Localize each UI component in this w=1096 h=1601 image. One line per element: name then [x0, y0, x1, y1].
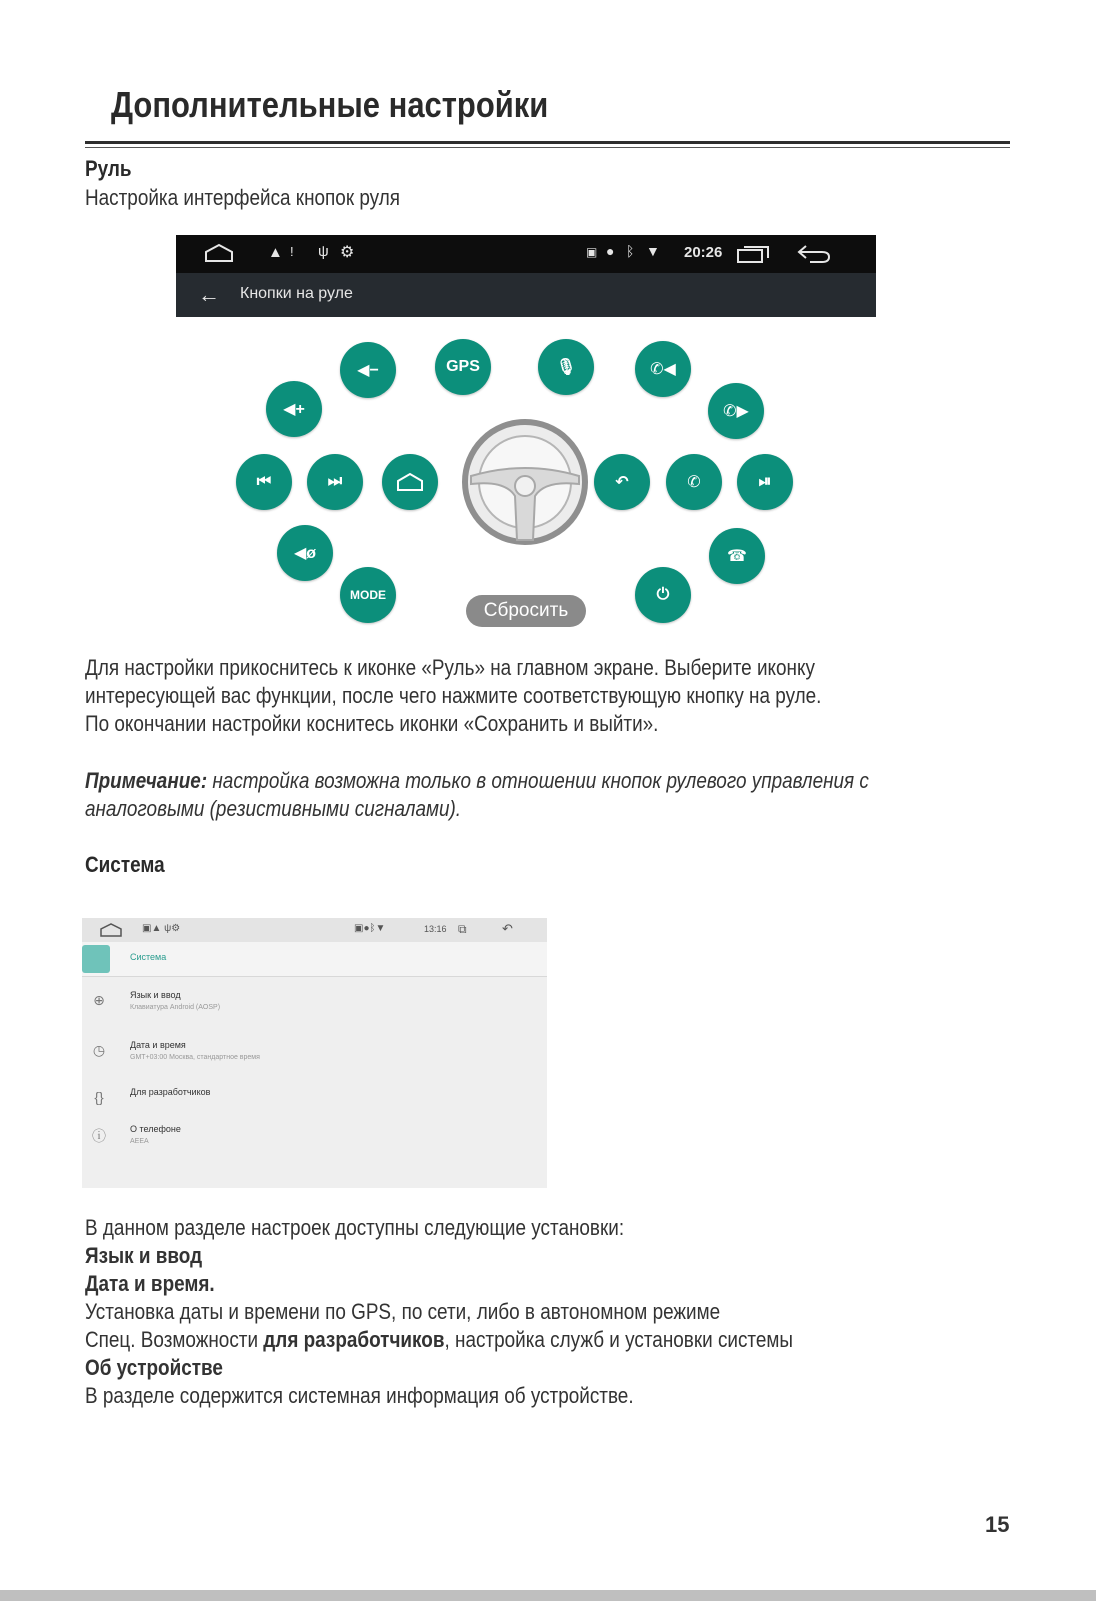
status-bar: [82, 918, 547, 942]
note-label: Примечание:: [85, 768, 208, 793]
next-track-button[interactable]: ⏭: [307, 454, 363, 510]
notification-icons: ▣▲ ψ⚙: [142, 923, 181, 934]
location-icon: ●: [606, 243, 615, 259]
section-heading-steering: Руль: [85, 156, 132, 181]
code-icon: {}: [94, 1089, 104, 1105]
title-rule: [85, 141, 1010, 144]
info-icon: ⓘ: [92, 1128, 106, 1144]
reset-button[interactable]: Сбросить: [466, 595, 586, 627]
system-screenshot: [82, 918, 547, 1188]
note: [85, 768, 869, 794]
screen-icon: ▣: [586, 245, 598, 259]
app-bar: [176, 273, 876, 317]
app-bar-title: Кнопки на руле: [240, 285, 353, 302]
system-developer-line: [85, 1327, 793, 1353]
system-item-about: Об устройстве: [85, 1355, 223, 1380]
row-title: Для разработчиков: [130, 1087, 211, 1097]
row-title: Дата и время: [130, 1040, 186, 1050]
system-gps-line: Установка даты и времени по GPS, по сети, либо в автономном режиме: [85, 1299, 721, 1324]
steering-wheel-icon: [461, 418, 589, 546]
call-next-button[interactable]: ✆▶: [708, 383, 764, 439]
home-icon[interactable]: [100, 923, 122, 937]
home-icon[interactable]: [204, 243, 234, 263]
recent-apps-icon[interactable]: ⧉: [458, 922, 467, 936]
system-status-icons: ▣●ᛒ▼: [354, 923, 386, 934]
status-clock: 13:16: [424, 924, 447, 934]
home-button[interactable]: [382, 454, 438, 510]
note-text: настройка возможна только в отношении кнопок рулевого управления с: [207, 768, 869, 793]
page-title: Дополнительные настройки: [111, 84, 549, 125]
status-bar: [176, 235, 876, 273]
row-subtitle: Клавиатура Android (AOSP): [130, 1004, 221, 1011]
bluetooth-icon: ᛒ: [626, 243, 635, 259]
page-number: 15: [985, 1512, 1010, 1537]
mode-button[interactable]: MODE: [340, 567, 396, 623]
wifi-icon: ▼: [646, 243, 660, 259]
volume-down-button[interactable]: ◀−: [340, 342, 396, 398]
row-title: О телефоне: [130, 1124, 181, 1134]
system-settings-icon: [82, 945, 110, 973]
app-bar-title: Система: [130, 952, 167, 962]
alert-icon: !: [290, 244, 294, 259]
dev-suffix: , настройка служб и установки системы: [444, 1327, 794, 1352]
app-bar: [82, 942, 547, 977]
previous-track-button[interactable]: ⏮: [236, 454, 292, 510]
title-rule-thin: [85, 147, 1010, 148]
steering-screenshot: [176, 235, 876, 645]
settings-row-about[interactable]: [82, 1118, 547, 1166]
mute-button[interactable]: ◀ø: [277, 525, 333, 581]
globe-icon: ⊕: [93, 992, 105, 1008]
hang-up-button[interactable]: ☎: [709, 528, 765, 584]
gps-button[interactable]: GPS: [435, 339, 491, 395]
return-button[interactable]: ↶: [594, 454, 650, 510]
paragraph-line: По окончании настройки коснитесь иконки «Сохранить и выйти».: [85, 711, 659, 736]
recent-apps-icon[interactable]: [736, 244, 772, 264]
power-button[interactable]: ⏻: [635, 567, 691, 623]
section-subtitle-steering: Настройка интерфейса кнопок руля: [85, 185, 401, 210]
back-icon[interactable]: ↶: [502, 921, 513, 936]
paragraph-line: Для настройки прикоснитесь к иконке «Руль» на главном экране. Выберите иконку: [85, 655, 815, 680]
dev-prefix: Спец. Возможности: [85, 1327, 264, 1352]
note-continued: аналоговыми (резистивными сигналами).: [85, 796, 462, 821]
back-icon[interactable]: [796, 243, 832, 265]
settings-row-language[interactable]: [82, 984, 547, 1032]
answer-call-button[interactable]: ✆: [666, 454, 722, 510]
call-prev-button[interactable]: ✆◀: [635, 341, 691, 397]
arrow-back-icon[interactable]: ←: [198, 282, 220, 307]
play-pause-button[interactable]: ⏯: [737, 454, 793, 510]
row-subtitle: GMT+03:00 Москва, стандартное время: [130, 1054, 260, 1061]
row-subtitle: AEEA: [130, 1138, 149, 1145]
section-heading-system: Система: [85, 852, 165, 877]
home-icon: [396, 472, 424, 492]
usb-icon: ψ: [318, 243, 329, 260]
status-clock: 20:26: [684, 244, 723, 261]
system-item-language: Язык и ввод: [85, 1243, 203, 1268]
page-bottom-edge: [0, 1590, 1096, 1601]
system-intro: В данном разделе настроек доступны следующие установки:: [85, 1215, 625, 1240]
dev-bold: для разработчиков: [263, 1327, 445, 1352]
settings-row-datetime[interactable]: [82, 1034, 547, 1082]
row-title: Язык и ввод: [130, 990, 181, 1000]
clock-icon: ◷: [92, 1042, 106, 1058]
volume-up-button[interactable]: ◀+: [266, 381, 322, 437]
settings-gear-icon: ⚙: [340, 244, 355, 261]
system-about-line: В разделе содержится системная информация об устройстве.: [85, 1383, 634, 1408]
system-item-datetime: Дата и время.: [85, 1271, 215, 1296]
warning-icon: ▲: [268, 244, 283, 261]
paragraph-line: интересующей вас функции, после чего нажмите соответствующую кнопку на руле.: [85, 683, 822, 708]
microphone-button[interactable]: 🎙: [538, 339, 594, 395]
